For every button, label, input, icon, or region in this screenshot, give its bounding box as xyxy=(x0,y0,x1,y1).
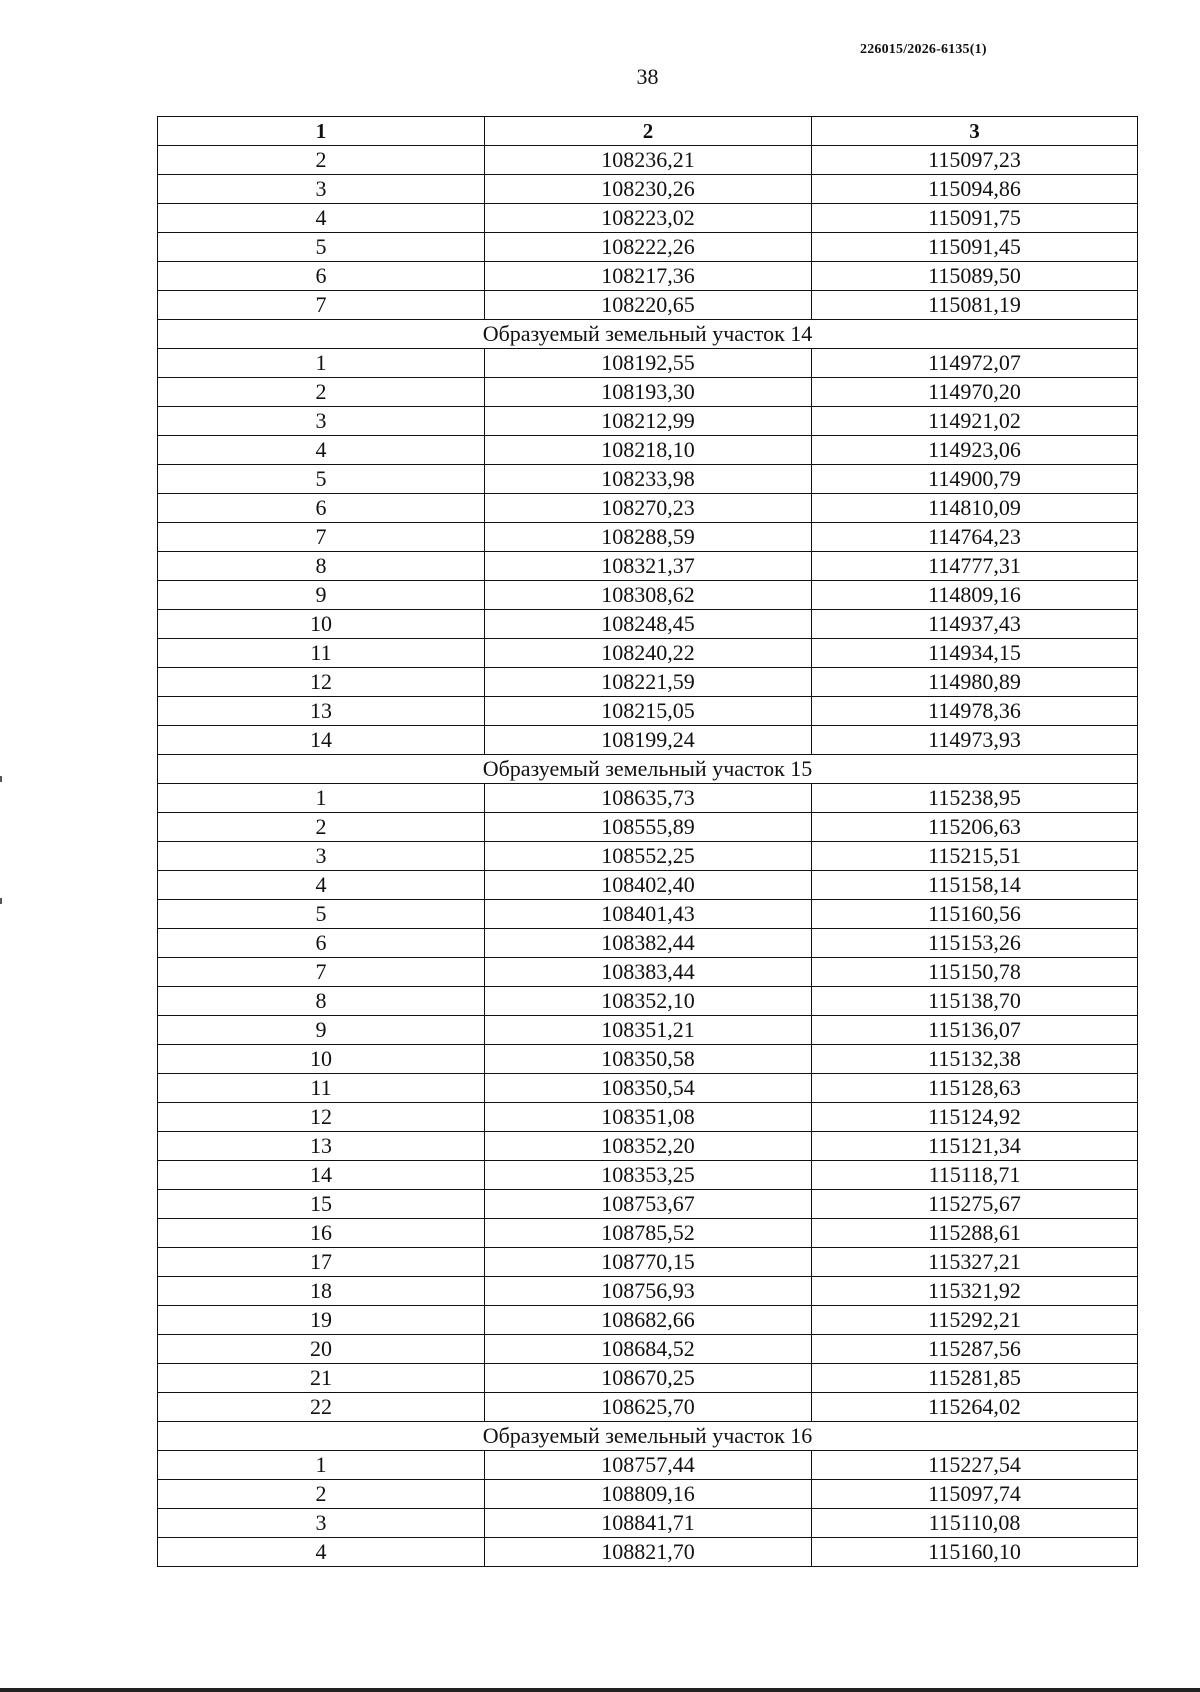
point-number-cell: 5 xyxy=(158,233,485,262)
table-row xyxy=(158,1219,1138,1248)
point-number-cell: 2 xyxy=(158,146,485,175)
x-coordinate-cell: 108841,71 xyxy=(485,1509,812,1538)
table-row xyxy=(158,378,1138,407)
table-row xyxy=(158,1103,1138,1132)
point-number-cell: 3 xyxy=(158,842,485,871)
x-coordinate-cell: 108217,36 xyxy=(485,262,812,291)
point-number-cell: 6 xyxy=(158,494,485,523)
table-row xyxy=(158,929,1138,958)
point-number-cell: 3 xyxy=(158,407,485,436)
y-coordinate-cell: 115292,21 xyxy=(812,1306,1138,1335)
y-coordinate-cell: 115110,08 xyxy=(812,1509,1138,1538)
y-coordinate-cell: 114777,31 xyxy=(812,552,1138,581)
x-coordinate-cell: 108352,10 xyxy=(485,987,812,1016)
x-coordinate-cell: 108212,99 xyxy=(485,407,812,436)
y-coordinate-cell: 115281,85 xyxy=(812,1364,1138,1393)
y-coordinate-cell: 115089,50 xyxy=(812,262,1138,291)
coordinates-table xyxy=(157,116,1138,1567)
point-number-cell: 7 xyxy=(158,291,485,320)
point-number-cell: 22 xyxy=(158,1393,485,1422)
y-coordinate-cell: 115091,75 xyxy=(812,204,1138,233)
y-coordinate-cell: 115153,26 xyxy=(812,929,1138,958)
x-coordinate-cell: 108753,67 xyxy=(485,1190,812,1219)
table-row xyxy=(158,1306,1138,1335)
y-coordinate-cell: 115150,78 xyxy=(812,958,1138,987)
x-coordinate-cell: 108288,59 xyxy=(485,523,812,552)
y-coordinate-cell: 115264,02 xyxy=(812,1393,1138,1422)
point-number-cell: 3 xyxy=(158,1509,485,1538)
point-number-cell: 15 xyxy=(158,1190,485,1219)
section-title: Образуемый земельный участок 16 xyxy=(158,1422,1138,1451)
scan-bottom-edge xyxy=(0,1688,1200,1692)
point-number-cell: 1 xyxy=(158,349,485,378)
x-coordinate-cell: 108757,44 xyxy=(485,1451,812,1480)
table-row xyxy=(158,523,1138,552)
x-coordinate-cell: 108240,22 xyxy=(485,639,812,668)
point-number-cell: 2 xyxy=(158,813,485,842)
point-number-cell: 4 xyxy=(158,871,485,900)
table-row xyxy=(158,1248,1138,1277)
x-coordinate-cell: 108401,43 xyxy=(485,900,812,929)
y-coordinate-cell: 115097,74 xyxy=(812,1480,1138,1509)
point-number-cell: 2 xyxy=(158,1480,485,1509)
section-header-row xyxy=(158,320,1138,349)
point-number-cell: 10 xyxy=(158,610,485,639)
y-coordinate-cell: 115081,19 xyxy=(812,291,1138,320)
x-coordinate-cell: 108353,25 xyxy=(485,1161,812,1190)
table-row xyxy=(158,987,1138,1016)
point-number-cell: 4 xyxy=(158,436,485,465)
x-coordinate-cell: 108233,98 xyxy=(485,465,812,494)
x-coordinate-cell: 108552,25 xyxy=(485,842,812,871)
x-coordinate-cell: 108321,37 xyxy=(485,552,812,581)
y-coordinate-cell: 114937,43 xyxy=(812,610,1138,639)
point-number-cell: 18 xyxy=(158,1277,485,1306)
table-row xyxy=(158,1074,1138,1103)
y-coordinate-cell: 114923,06 xyxy=(812,436,1138,465)
point-number-cell: 12 xyxy=(158,668,485,697)
table-row xyxy=(158,581,1138,610)
table-row xyxy=(158,1509,1138,1538)
table-row xyxy=(158,668,1138,697)
x-coordinate-cell: 108192,55 xyxy=(485,349,812,378)
x-coordinate-cell: 108350,54 xyxy=(485,1074,812,1103)
y-coordinate-cell: 114934,15 xyxy=(812,639,1138,668)
y-coordinate-cell: 115158,14 xyxy=(812,871,1138,900)
y-coordinate-cell: 114973,93 xyxy=(812,726,1138,755)
y-coordinate-cell: 115121,34 xyxy=(812,1132,1138,1161)
y-coordinate-cell: 114809,16 xyxy=(812,581,1138,610)
x-coordinate-cell: 108635,73 xyxy=(485,784,812,813)
table-row xyxy=(158,958,1138,987)
y-coordinate-cell: 115238,95 xyxy=(812,784,1138,813)
section-title: Образуемый земельный участок 14 xyxy=(158,320,1138,349)
table-body xyxy=(158,146,1138,1567)
point-number-cell: 4 xyxy=(158,1538,485,1567)
table-row xyxy=(158,1132,1138,1161)
point-number-cell: 19 xyxy=(158,1306,485,1335)
x-coordinate-cell: 108382,44 xyxy=(485,929,812,958)
point-number-cell: 16 xyxy=(158,1219,485,1248)
x-coordinate-cell: 108218,10 xyxy=(485,436,812,465)
y-coordinate-cell: 115136,07 xyxy=(812,1016,1138,1045)
point-number-cell: 1 xyxy=(158,784,485,813)
scan-margin-mark xyxy=(0,776,2,782)
point-number-cell: 7 xyxy=(158,958,485,987)
y-coordinate-cell: 115215,51 xyxy=(812,842,1138,871)
table-row xyxy=(158,1335,1138,1364)
point-number-cell: 7 xyxy=(158,523,485,552)
x-coordinate-cell: 108770,15 xyxy=(485,1248,812,1277)
table-row xyxy=(158,1045,1138,1074)
x-coordinate-cell: 108821,70 xyxy=(485,1538,812,1567)
table-row xyxy=(158,436,1138,465)
x-coordinate-cell: 108383,44 xyxy=(485,958,812,987)
x-coordinate-cell: 108785,52 xyxy=(485,1219,812,1248)
x-coordinate-cell: 108199,24 xyxy=(485,726,812,755)
table-row xyxy=(158,1161,1138,1190)
y-coordinate-cell: 115097,23 xyxy=(812,146,1138,175)
y-coordinate-cell: 114980,89 xyxy=(812,668,1138,697)
table-row xyxy=(158,1016,1138,1045)
table-row xyxy=(158,610,1138,639)
y-coordinate-cell: 114921,02 xyxy=(812,407,1138,436)
page-number: 38 xyxy=(636,64,659,89)
point-number-cell: 8 xyxy=(158,552,485,581)
table-row xyxy=(158,407,1138,436)
y-coordinate-cell: 115275,67 xyxy=(812,1190,1138,1219)
y-coordinate-cell: 115206,63 xyxy=(812,813,1138,842)
table-row xyxy=(158,813,1138,842)
y-coordinate-cell: 115227,54 xyxy=(812,1451,1138,1480)
table-row xyxy=(158,175,1138,204)
table-row xyxy=(158,1393,1138,1422)
y-coordinate-cell: 115091,45 xyxy=(812,233,1138,262)
x-coordinate-cell: 108220,65 xyxy=(485,291,812,320)
x-coordinate-cell: 108625,70 xyxy=(485,1393,812,1422)
x-coordinate-cell: 108756,93 xyxy=(485,1277,812,1306)
y-coordinate-cell: 115118,71 xyxy=(812,1161,1138,1190)
column-header-1: 1 xyxy=(158,117,485,146)
table-row xyxy=(158,784,1138,813)
x-coordinate-cell: 108402,40 xyxy=(485,871,812,900)
point-number-cell: 8 xyxy=(158,987,485,1016)
table-row xyxy=(158,1451,1138,1480)
table-row xyxy=(158,639,1138,668)
x-coordinate-cell: 108809,16 xyxy=(485,1480,812,1509)
scan-margin-mark xyxy=(0,898,2,904)
x-coordinate-cell: 108223,02 xyxy=(485,204,812,233)
point-number-cell: 3 xyxy=(158,175,485,204)
x-coordinate-cell: 108248,45 xyxy=(485,610,812,639)
y-coordinate-cell: 114900,79 xyxy=(812,465,1138,494)
point-number-cell: 14 xyxy=(158,726,485,755)
x-coordinate-cell: 108308,62 xyxy=(485,581,812,610)
table-row xyxy=(158,552,1138,581)
point-number-cell: 6 xyxy=(158,929,485,958)
x-coordinate-cell: 108670,25 xyxy=(485,1364,812,1393)
y-coordinate-cell: 114978,36 xyxy=(812,697,1138,726)
document-id: 226015/2026-6135(1) xyxy=(860,42,987,57)
x-coordinate-cell: 108215,05 xyxy=(485,697,812,726)
x-coordinate-cell: 108236,21 xyxy=(485,146,812,175)
y-coordinate-cell: 115288,61 xyxy=(812,1219,1138,1248)
y-coordinate-cell: 114764,23 xyxy=(812,523,1138,552)
column-header-2: 2 xyxy=(485,117,812,146)
x-coordinate-cell: 108351,21 xyxy=(485,1016,812,1045)
y-coordinate-cell: 115138,70 xyxy=(812,987,1138,1016)
point-number-cell: 5 xyxy=(158,465,485,494)
table-header-row xyxy=(158,117,1138,146)
table-row xyxy=(158,262,1138,291)
point-number-cell: 10 xyxy=(158,1045,485,1074)
table-row xyxy=(158,1480,1138,1509)
table-row xyxy=(158,1277,1138,1306)
x-coordinate-cell: 108221,59 xyxy=(485,668,812,697)
x-coordinate-cell: 108352,20 xyxy=(485,1132,812,1161)
table-row xyxy=(158,726,1138,755)
point-number-cell: 13 xyxy=(158,697,485,726)
point-number-cell: 21 xyxy=(158,1364,485,1393)
table-row xyxy=(158,465,1138,494)
x-coordinate-cell: 108684,52 xyxy=(485,1335,812,1364)
point-number-cell: 12 xyxy=(158,1103,485,1132)
table-row xyxy=(158,494,1138,523)
point-number-cell: 11 xyxy=(158,639,485,668)
point-number-cell: 20 xyxy=(158,1335,485,1364)
y-coordinate-cell: 115132,38 xyxy=(812,1045,1138,1074)
column-header-3: 3 xyxy=(812,117,1138,146)
table-row xyxy=(158,146,1138,175)
section-header-row xyxy=(158,755,1138,784)
y-coordinate-cell: 115287,56 xyxy=(812,1335,1138,1364)
y-coordinate-cell: 115094,86 xyxy=(812,175,1138,204)
y-coordinate-cell: 115128,63 xyxy=(812,1074,1138,1103)
table-row xyxy=(158,1538,1138,1567)
point-number-cell: 5 xyxy=(158,900,485,929)
y-coordinate-cell: 114810,09 xyxy=(812,494,1138,523)
point-number-cell: 17 xyxy=(158,1248,485,1277)
x-coordinate-cell: 108351,08 xyxy=(485,1103,812,1132)
y-coordinate-cell: 115327,21 xyxy=(812,1248,1138,1277)
section-header-row xyxy=(158,1422,1138,1451)
x-coordinate-cell: 108350,58 xyxy=(485,1045,812,1074)
point-number-cell: 2 xyxy=(158,378,485,407)
table-row xyxy=(158,900,1138,929)
y-coordinate-cell: 115160,56 xyxy=(812,900,1138,929)
point-number-cell: 6 xyxy=(158,262,485,291)
point-number-cell: 13 xyxy=(158,1132,485,1161)
point-number-cell: 14 xyxy=(158,1161,485,1190)
y-coordinate-cell: 114970,20 xyxy=(812,378,1138,407)
point-number-cell: 9 xyxy=(158,581,485,610)
table-row xyxy=(158,349,1138,378)
y-coordinate-cell: 115321,92 xyxy=(812,1277,1138,1306)
x-coordinate-cell: 108230,26 xyxy=(485,175,812,204)
x-coordinate-cell: 108193,30 xyxy=(485,378,812,407)
point-number-cell: 11 xyxy=(158,1074,485,1103)
x-coordinate-cell: 108555,89 xyxy=(485,813,812,842)
table-row xyxy=(158,233,1138,262)
table-row xyxy=(158,1190,1138,1219)
y-coordinate-cell: 115160,10 xyxy=(812,1538,1138,1567)
point-number-cell: 1 xyxy=(158,1451,485,1480)
table-row xyxy=(158,204,1138,233)
y-coordinate-cell: 115124,92 xyxy=(812,1103,1138,1132)
table-row xyxy=(158,291,1138,320)
x-coordinate-cell: 108682,66 xyxy=(485,1306,812,1335)
section-title: Образуемый земельный участок 15 xyxy=(158,755,1138,784)
point-number-cell: 9 xyxy=(158,1016,485,1045)
table-row xyxy=(158,1364,1138,1393)
table-row xyxy=(158,842,1138,871)
y-coordinate-cell: 114972,07 xyxy=(812,349,1138,378)
table-row xyxy=(158,871,1138,900)
x-coordinate-cell: 108222,26 xyxy=(485,233,812,262)
table-row xyxy=(158,697,1138,726)
point-number-cell: 4 xyxy=(158,204,485,233)
x-coordinate-cell: 108270,23 xyxy=(485,494,812,523)
